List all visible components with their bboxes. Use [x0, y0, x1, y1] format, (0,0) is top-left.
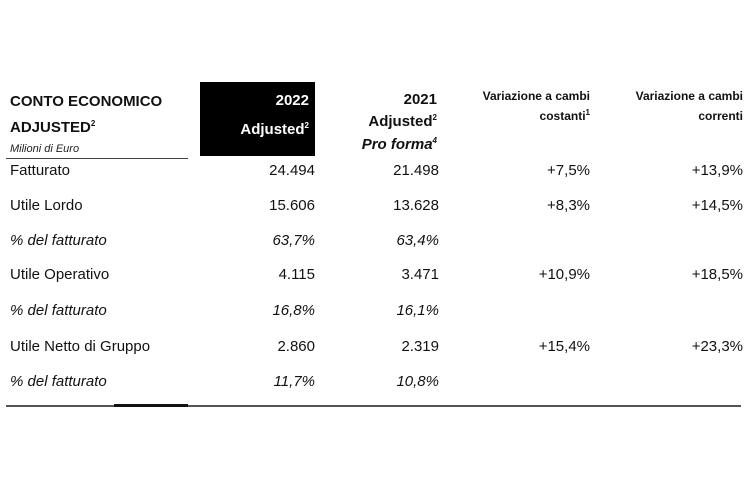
table-row: [0, 197, 750, 221]
value-2021: 2.319: [401, 338, 439, 355]
column-header-var-current: [636, 86, 743, 126]
column-2021-footnote: 2: [432, 113, 437, 122]
value-2021: 63,4%: [396, 232, 439, 249]
table-row: [0, 338, 750, 362]
var-constant: +8,3%: [547, 197, 590, 214]
column-2022-label-text: Adjusted: [240, 121, 305, 138]
column-2022-year: 2022: [275, 92, 309, 109]
unit-label: Milioni di Euro: [10, 143, 80, 155]
var-current: +18,5%: [691, 266, 743, 283]
var-constant: +10,9%: [538, 266, 590, 283]
table-title: [10, 89, 162, 141]
column-2021-year: 2021: [403, 91, 437, 108]
var-current: +14,5%: [691, 197, 743, 214]
table-row: [0, 162, 750, 186]
value-2022: 16,8%: [272, 302, 315, 319]
row-label: % del fatturato: [10, 232, 107, 249]
table-title-footnote: 2: [90, 119, 96, 128]
var-current-line1: Variazione a cambi: [635, 89, 743, 103]
header-divider: [6, 158, 188, 159]
column-header-var-constant: [483, 86, 590, 126]
row-label: Utile Netto di Gruppo: [10, 338, 151, 355]
value-2022: 4.115: [278, 266, 315, 283]
table-bottom-rule-accent: [114, 404, 188, 407]
table-row: [0, 373, 750, 397]
table-title-line1: CONTO ECONOMICO: [10, 93, 163, 110]
var-constant-line1: Variazione a cambi: [482, 89, 590, 103]
value-2021: 3.471: [401, 266, 439, 283]
table-row: [0, 266, 750, 290]
value-2022: 63,7%: [272, 232, 315, 249]
row-label: Utile Operativo: [10, 266, 110, 283]
table-title-line2: ADJUSTED: [10, 119, 91, 136]
row-label: % del fatturato: [10, 373, 107, 390]
var-current: +13,9%: [691, 162, 743, 179]
var-current-line2: correnti: [698, 109, 743, 123]
column-2021-label: [368, 113, 437, 130]
row-label: Utile Lordo: [10, 197, 83, 214]
value-2022: 24.494: [269, 162, 315, 179]
row-label: % del fatturato: [10, 302, 107, 319]
var-constant-line2: costanti: [539, 109, 586, 123]
column-2021-proforma-footnote: 4: [432, 136, 437, 145]
column-2021-proforma-text: Pro forma: [361, 136, 433, 153]
column-2021-proforma: [362, 136, 437, 153]
value-2021: 10,8%: [396, 373, 439, 390]
column-header-2022: [200, 82, 315, 156]
value-2022: 15.606: [269, 197, 315, 214]
var-constant-footnote: 1: [585, 108, 590, 117]
table-row: [0, 232, 750, 256]
column-2022-label: [240, 121, 309, 138]
row-label: Fatturato: [10, 162, 71, 179]
value-2022: 11,7%: [273, 373, 315, 390]
value-2021: 13.628: [393, 197, 439, 214]
var-current: +23,3%: [691, 338, 743, 355]
value-2022: 2.860: [277, 338, 315, 355]
table-row: [0, 302, 750, 326]
value-2021: 16,1%: [396, 302, 439, 319]
column-2022-footnote: 2: [304, 121, 309, 130]
value-2021: 21.498: [393, 162, 439, 179]
var-constant: +15,4%: [538, 338, 590, 355]
column-2021-label-text: Adjusted: [368, 113, 433, 130]
var-constant: +7,5%: [547, 162, 590, 179]
